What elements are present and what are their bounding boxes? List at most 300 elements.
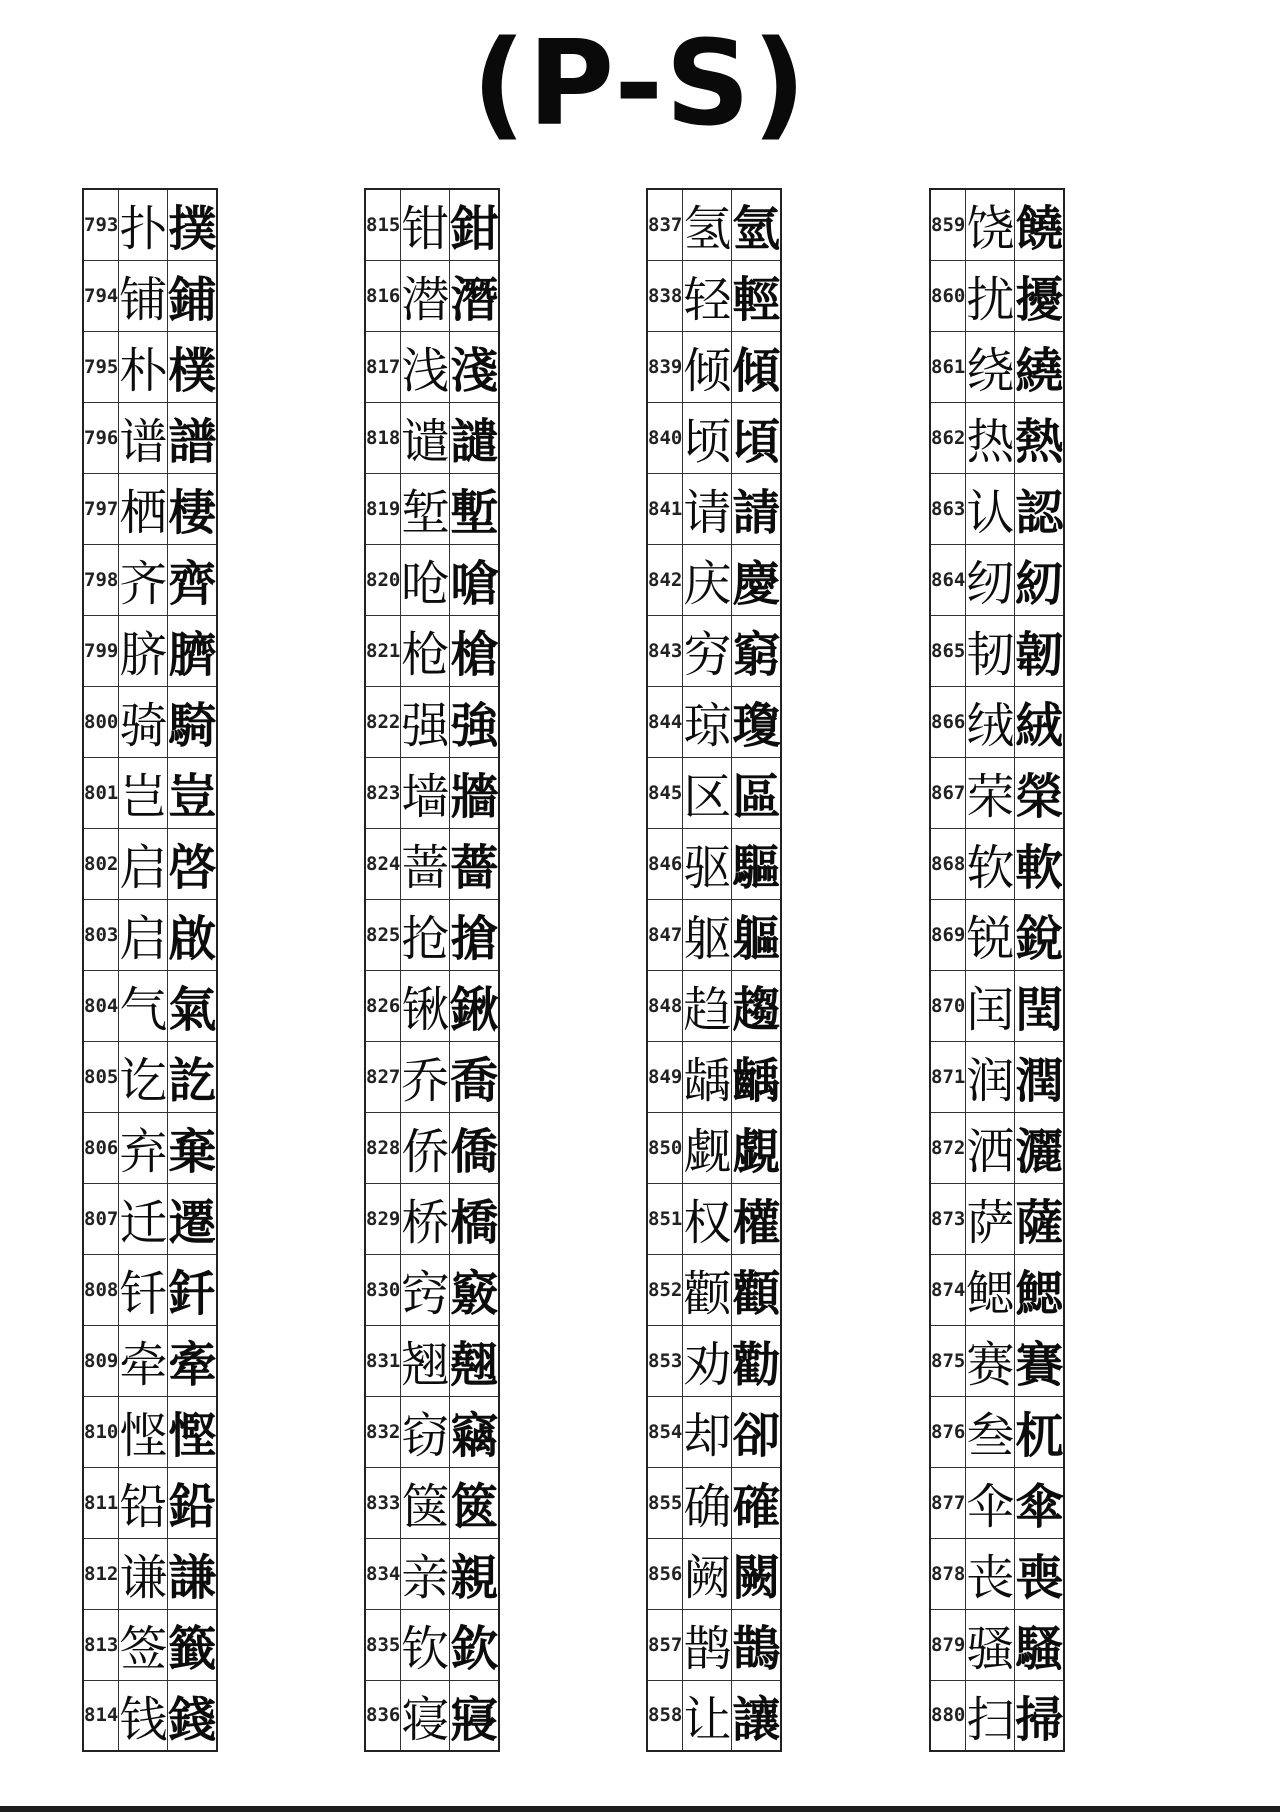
traditional-char: 軟 [1015, 828, 1065, 899]
table-row [647, 757, 781, 828]
traditional-char: 氫 [732, 189, 782, 260]
table-row [83, 1183, 217, 1254]
table-row [83, 757, 217, 828]
entry-number: 808 [83, 1254, 119, 1325]
simplified-char: 锹 [401, 970, 450, 1041]
table-row [647, 473, 781, 544]
entry-number: 876 [930, 1396, 966, 1467]
traditional-char: 賽 [1015, 1325, 1065, 1396]
entry-number: 860 [930, 260, 966, 331]
table-row [647, 1112, 781, 1183]
char-table-4 [929, 188, 1065, 1752]
entry-number: 832 [365, 1396, 401, 1467]
table-row [930, 1680, 1064, 1751]
entry-number: 793 [83, 189, 119, 260]
simplified-char: 启 [119, 828, 168, 899]
entry-number: 824 [365, 828, 401, 899]
simplified-char: 饶 [966, 189, 1015, 260]
table-row [365, 1680, 499, 1751]
table-row [83, 828, 217, 899]
table-row [930, 686, 1064, 757]
table-row [930, 473, 1064, 544]
traditional-char: 銳 [1015, 899, 1065, 970]
simplified-char: 脐 [119, 615, 168, 686]
traditional-char: 僑 [450, 1112, 500, 1183]
table-row [647, 1183, 781, 1254]
simplified-char: 扰 [966, 260, 1015, 331]
simplified-char: 谱 [119, 402, 168, 473]
entry-number: 800 [83, 686, 119, 757]
simplified-char: 讫 [119, 1041, 168, 1112]
traditional-char: 強 [450, 686, 500, 757]
simplified-char: 齐 [119, 544, 168, 615]
simplified-char: 闰 [966, 970, 1015, 1041]
entry-number: 854 [647, 1396, 683, 1467]
simplified-char: 签 [119, 1609, 168, 1680]
traditional-char: 樸 [168, 331, 218, 402]
entry-number: 855 [647, 1467, 683, 1538]
table-row [647, 615, 781, 686]
entry-number: 834 [365, 1538, 401, 1609]
table-row [365, 899, 499, 970]
simplified-char: 栖 [119, 473, 168, 544]
entry-number: 867 [930, 757, 966, 828]
traditional-char: 薩 [1015, 1183, 1065, 1254]
simplified-char: 谴 [401, 402, 450, 473]
table-row [365, 828, 499, 899]
simplified-char: 绒 [966, 686, 1015, 757]
table-row [83, 899, 217, 970]
simplified-char: 蔷 [401, 828, 450, 899]
simplified-char: 悭 [119, 1396, 168, 1467]
entry-number: 846 [647, 828, 683, 899]
entry-number: 856 [647, 1538, 683, 1609]
entry-number: 839 [647, 331, 683, 402]
table-row [647, 828, 781, 899]
table-row [83, 260, 217, 331]
table-row [647, 1254, 781, 1325]
traditional-char: 氣 [168, 970, 218, 1041]
table-row [365, 189, 499, 260]
traditional-char: 確 [732, 1467, 782, 1538]
table-row [647, 260, 781, 331]
traditional-char: 趨 [732, 970, 782, 1041]
table-row [365, 1396, 499, 1467]
entry-number: 869 [930, 899, 966, 970]
table-row [83, 544, 217, 615]
table-row [930, 1254, 1064, 1325]
entry-number: 813 [83, 1609, 119, 1680]
entry-number: 799 [83, 615, 119, 686]
simplified-char: 钦 [401, 1609, 450, 1680]
entry-number: 825 [365, 899, 401, 970]
traditional-char: 權 [732, 1183, 782, 1254]
table-row [647, 331, 781, 402]
table-row [930, 899, 1064, 970]
entry-number: 858 [647, 1680, 683, 1751]
simplified-char: 呛 [401, 544, 450, 615]
table-row [930, 1467, 1064, 1538]
traditional-char: 嗆 [450, 544, 500, 615]
entry-number: 879 [930, 1609, 966, 1680]
table-row [365, 544, 499, 615]
entry-number: 807 [83, 1183, 119, 1254]
traditional-char: 慶 [732, 544, 782, 615]
entry-number: 826 [365, 970, 401, 1041]
table-row [365, 615, 499, 686]
traditional-char: 紉 [1015, 544, 1065, 615]
simplified-char: 伞 [966, 1467, 1015, 1538]
entry-number: 806 [83, 1112, 119, 1183]
entry-number: 875 [930, 1325, 966, 1396]
table-row [930, 1112, 1064, 1183]
entry-number: 874 [930, 1254, 966, 1325]
entry-number: 805 [83, 1041, 119, 1112]
entry-number: 840 [647, 402, 683, 473]
entry-number: 872 [930, 1112, 966, 1183]
simplified-char: 锐 [966, 899, 1015, 970]
traditional-char: 臍 [168, 615, 218, 686]
traditional-char: 韌 [1015, 615, 1065, 686]
table-row [83, 473, 217, 544]
entry-number: 816 [365, 260, 401, 331]
simplified-char: 扑 [119, 189, 168, 260]
entry-number: 843 [647, 615, 683, 686]
entry-number: 853 [647, 1325, 683, 1396]
traditional-char: 絨 [1015, 686, 1065, 757]
entry-number: 827 [365, 1041, 401, 1112]
table-row [83, 1680, 217, 1751]
simplified-char: 窍 [401, 1254, 450, 1325]
entry-number: 844 [647, 686, 683, 757]
traditional-char: 擾 [1015, 260, 1065, 331]
simplified-char: 确 [683, 1467, 732, 1538]
char-table-1 [82, 188, 218, 1752]
table-row [83, 1396, 217, 1467]
traditional-char: 啟 [168, 899, 218, 970]
traditional-char: 豈 [168, 757, 218, 828]
simplified-char: 却 [683, 1396, 732, 1467]
table-row [930, 402, 1064, 473]
table-row [647, 189, 781, 260]
simplified-char: 趋 [683, 970, 732, 1041]
entry-number: 822 [365, 686, 401, 757]
simplified-char: 庆 [683, 544, 732, 615]
traditional-char: 饒 [1015, 189, 1065, 260]
traditional-char: 錢 [168, 1680, 218, 1751]
simplified-char: 铅 [119, 1467, 168, 1538]
simplified-char: 寝 [401, 1680, 450, 1751]
traditional-char: 潤 [1015, 1041, 1065, 1112]
entry-number: 821 [365, 615, 401, 686]
traditional-char: 親 [450, 1538, 500, 1609]
entry-number: 803 [83, 899, 119, 970]
entry-number: 868 [930, 828, 966, 899]
traditional-char: 窮 [732, 615, 782, 686]
traditional-char: 掃 [1015, 1680, 1065, 1751]
entry-number: 830 [365, 1254, 401, 1325]
simplified-char: 岂 [119, 757, 168, 828]
traditional-char: 輕 [732, 260, 782, 331]
traditional-char: 杌 [1015, 1396, 1065, 1467]
traditional-char: 槍 [450, 615, 500, 686]
traditional-char: 喪 [1015, 1538, 1065, 1609]
table-row [930, 1041, 1064, 1112]
table-row [930, 828, 1064, 899]
simplified-char: 强 [401, 686, 450, 757]
simplified-char: 钎 [119, 1254, 168, 1325]
entry-number: 863 [930, 473, 966, 544]
table-row [647, 899, 781, 970]
traditional-char: 軀 [732, 899, 782, 970]
table-row [365, 970, 499, 1041]
entry-number: 794 [83, 260, 119, 331]
traditional-char: 閏 [1015, 970, 1065, 1041]
entry-number: 837 [647, 189, 683, 260]
entry-number: 847 [647, 899, 683, 970]
simplified-char: 韧 [966, 615, 1015, 686]
table-row [930, 1396, 1064, 1467]
table-row [365, 1609, 499, 1680]
table-row [83, 1254, 217, 1325]
traditional-char: 釺 [168, 1254, 218, 1325]
traditional-char: 鰓 [1015, 1254, 1065, 1325]
traditional-char: 顴 [732, 1254, 782, 1325]
traditional-char: 頃 [732, 402, 782, 473]
traditional-char: 讓 [732, 1680, 782, 1751]
table-row [365, 473, 499, 544]
entry-number: 835 [365, 1609, 401, 1680]
entry-number: 819 [365, 473, 401, 544]
simplified-char: 窃 [401, 1396, 450, 1467]
table-row [365, 757, 499, 828]
traditional-char: 勸 [732, 1325, 782, 1396]
simplified-char: 觑 [683, 1112, 732, 1183]
traditional-char: 譜 [168, 402, 218, 473]
table-row [647, 1680, 781, 1751]
entry-number: 817 [365, 331, 401, 402]
traditional-char: 騎 [168, 686, 218, 757]
entry-number: 848 [647, 970, 683, 1041]
traditional-char: 區 [732, 757, 782, 828]
table-row [83, 189, 217, 260]
table-row [647, 686, 781, 757]
entry-number: 880 [930, 1680, 966, 1751]
entry-number: 798 [83, 544, 119, 615]
table-row [83, 1467, 217, 1538]
table-row [365, 402, 499, 473]
table-row [365, 1325, 499, 1396]
simplified-char: 钳 [401, 189, 450, 260]
simplified-char: 龋 [683, 1041, 732, 1112]
table-row [365, 1041, 499, 1112]
traditional-char: 瓊 [732, 686, 782, 757]
entry-number: 870 [930, 970, 966, 1041]
table-row [83, 970, 217, 1041]
simplified-char: 亲 [401, 1538, 450, 1609]
simplified-char: 乔 [401, 1041, 450, 1112]
simplified-char: 鹊 [683, 1609, 732, 1680]
entry-number: 861 [930, 331, 966, 402]
traditional-char: 鉗 [450, 189, 500, 260]
simplified-char: 萨 [966, 1183, 1015, 1254]
entry-number: 809 [83, 1325, 119, 1396]
simplified-char: 桥 [401, 1183, 450, 1254]
traditional-char: 翹 [450, 1325, 500, 1396]
simplified-char: 谦 [119, 1538, 168, 1609]
traditional-char: 喬 [450, 1041, 500, 1112]
traditional-char: 灑 [1015, 1112, 1065, 1183]
table-row [930, 970, 1064, 1041]
table-row [365, 1112, 499, 1183]
entry-number: 877 [930, 1467, 966, 1538]
simplified-char: 钱 [119, 1680, 168, 1751]
simplified-char: 骚 [966, 1609, 1015, 1680]
simplified-char: 枪 [401, 615, 450, 686]
traditional-char: 薔 [450, 828, 500, 899]
entry-number: 795 [83, 331, 119, 402]
simplified-char: 叁 [966, 1396, 1015, 1467]
table-row [647, 1325, 781, 1396]
simplified-char: 软 [966, 828, 1015, 899]
entry-number: 797 [83, 473, 119, 544]
traditional-char: 棄 [168, 1112, 218, 1183]
table-row [365, 260, 499, 331]
table-row [83, 1609, 217, 1680]
entry-number: 801 [83, 757, 119, 828]
simplified-char: 氢 [683, 189, 732, 260]
table-row [83, 1538, 217, 1609]
table-row [365, 1467, 499, 1538]
simplified-char: 琼 [683, 686, 732, 757]
simplified-char: 弃 [119, 1112, 168, 1183]
traditional-char: 鋪 [168, 260, 218, 331]
simplified-char: 请 [683, 473, 732, 544]
simplified-char: 区 [683, 757, 732, 828]
table-row [930, 757, 1064, 828]
simplified-char: 浅 [401, 331, 450, 402]
traditional-char: 竊 [450, 1396, 500, 1467]
traditional-char: 榮 [1015, 757, 1065, 828]
traditional-char: 撲 [168, 189, 218, 260]
entry-number: 857 [647, 1609, 683, 1680]
table-row [930, 1609, 1064, 1680]
table-row [365, 1254, 499, 1325]
entry-number: 862 [930, 402, 966, 473]
traditional-char: 鍬 [450, 970, 500, 1041]
entry-number: 811 [83, 1467, 119, 1538]
traditional-char: 橋 [450, 1183, 500, 1254]
entry-number: 842 [647, 544, 683, 615]
entry-number: 859 [930, 189, 966, 260]
traditional-char: 闕 [732, 1538, 782, 1609]
traditional-char: 棲 [168, 473, 218, 544]
char-table-2 [364, 188, 500, 1752]
simplified-char: 颧 [683, 1254, 732, 1325]
entry-number: 829 [365, 1183, 401, 1254]
simplified-char: 认 [966, 473, 1015, 544]
simplified-char: 洒 [966, 1112, 1015, 1183]
entry-number: 815 [365, 189, 401, 260]
traditional-char: 驅 [732, 828, 782, 899]
table-row [647, 544, 781, 615]
traditional-char: 鉛 [168, 1467, 218, 1538]
entry-number: 823 [365, 757, 401, 828]
table-row [647, 1467, 781, 1538]
simplified-char: 气 [119, 970, 168, 1041]
simplified-char: 穷 [683, 615, 732, 686]
entry-number: 845 [647, 757, 683, 828]
traditional-char: 熱 [1015, 402, 1065, 473]
entry-number: 849 [647, 1041, 683, 1112]
simplified-char: 抢 [401, 899, 450, 970]
traditional-char: 篋 [450, 1467, 500, 1538]
simplified-char: 荣 [966, 757, 1015, 828]
traditional-char: 寢 [450, 1680, 500, 1751]
traditional-char: 啓 [168, 828, 218, 899]
entry-number: 812 [83, 1538, 119, 1609]
entry-number: 831 [365, 1325, 401, 1396]
traditional-char: 訖 [168, 1041, 218, 1112]
simplified-char: 润 [966, 1041, 1015, 1112]
traditional-char: 譴 [450, 402, 500, 473]
simplified-char: 牵 [119, 1325, 168, 1396]
table-row [83, 686, 217, 757]
simplified-char: 躯 [683, 899, 732, 970]
traditional-char: 潛 [450, 260, 500, 331]
traditional-char: 齊 [168, 544, 218, 615]
traditional-char: 覷 [732, 1112, 782, 1183]
simplified-char: 朴 [119, 331, 168, 402]
table-row [647, 1609, 781, 1680]
traditional-char: 塹 [450, 473, 500, 544]
simplified-char: 侨 [401, 1112, 450, 1183]
traditional-char: 牆 [450, 757, 500, 828]
traditional-char: 牽 [168, 1325, 218, 1396]
table-row [83, 331, 217, 402]
traditional-char: 繞 [1015, 331, 1065, 402]
simplified-char: 墙 [401, 757, 450, 828]
entry-number: 851 [647, 1183, 683, 1254]
entry-number: 802 [83, 828, 119, 899]
traditional-char: 謙 [168, 1538, 218, 1609]
entry-number: 838 [647, 260, 683, 331]
traditional-char: 請 [732, 473, 782, 544]
entry-number: 878 [930, 1538, 966, 1609]
entry-number: 866 [930, 686, 966, 757]
traditional-char: 認 [1015, 473, 1065, 544]
table-row [365, 331, 499, 402]
entry-number: 864 [930, 544, 966, 615]
entry-number: 836 [365, 1680, 401, 1751]
simplified-char: 权 [683, 1183, 732, 1254]
table-row [930, 260, 1064, 331]
traditional-char: 欽 [450, 1609, 500, 1680]
simplified-char: 倾 [683, 331, 732, 402]
simplified-char: 骑 [119, 686, 168, 757]
simplified-char: 堑 [401, 473, 450, 544]
traditional-char: 竅 [450, 1254, 500, 1325]
table-row [647, 1396, 781, 1467]
traditional-char: 傘 [1015, 1467, 1065, 1538]
table-row [930, 189, 1064, 260]
simplified-char: 让 [683, 1680, 732, 1751]
page-title: (P-S) [471, 14, 809, 152]
table-row [647, 970, 781, 1041]
simplified-char: 迁 [119, 1183, 168, 1254]
simplified-char: 扫 [966, 1680, 1015, 1751]
traditional-char: 慳 [168, 1396, 218, 1467]
